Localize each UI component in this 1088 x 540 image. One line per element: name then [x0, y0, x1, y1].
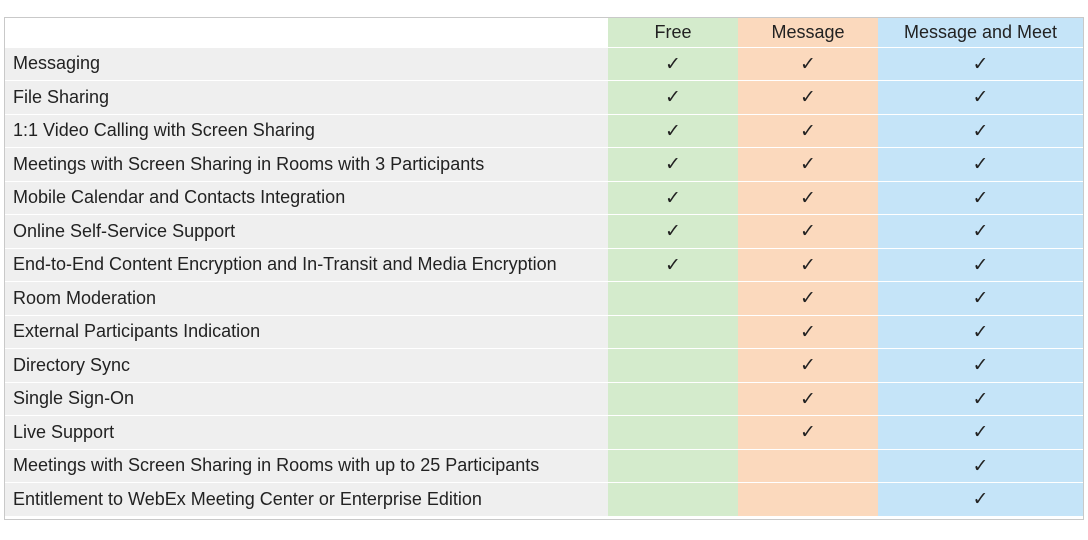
table-row: [5, 483, 1083, 517]
free-plan-check-icon: [608, 382, 738, 416]
message-and-meet-plan-check-icon: ✓: [878, 483, 1083, 517]
table-row: [5, 349, 1083, 383]
message-and-meet-plan-check-icon: ✓: [878, 315, 1083, 349]
free-plan-check-icon: ✓: [608, 47, 738, 81]
message-plan-check-icon: ✓: [738, 215, 878, 249]
message-plan-check-icon: ✓: [738, 315, 878, 349]
message-plan-check-icon: ✓: [738, 148, 878, 182]
feature-name: Mobile Calendar and Contacts Integration: [5, 181, 608, 215]
message-plan-check-icon: [738, 483, 878, 517]
table-row: [5, 282, 1083, 316]
message-plan-check-icon: ✓: [738, 47, 878, 81]
message-plan-check-icon: [738, 449, 878, 483]
feature-name: Meetings with Screen Sharing in Rooms with up to 25 Participants: [5, 449, 608, 483]
free-plan-check-icon: [608, 349, 738, 383]
feature-name: Messaging: [5, 47, 608, 81]
message-plan-check-icon: ✓: [738, 282, 878, 316]
feature-name: Online Self-Service Support: [5, 215, 608, 249]
message-plan-header: Message: [738, 18, 878, 47]
free-plan-check-icon: [608, 315, 738, 349]
message-plan-check-icon: ✓: [738, 349, 878, 383]
free-plan-check-icon: [608, 282, 738, 316]
message-and-meet-plan-check-icon: ✓: [878, 449, 1083, 483]
message-and-meet-plan-check-icon: ✓: [878, 282, 1083, 316]
free-plan-check-icon: ✓: [608, 215, 738, 249]
message-and-meet-plan-check-icon: ✓: [878, 382, 1083, 416]
feature-name: End-to-End Content Encryption and In-Transit and Media Encryption: [5, 248, 608, 282]
feature-column-header: [5, 18, 608, 47]
message-and-meet-plan-check-icon: ✓: [878, 47, 1083, 81]
table-row: [5, 181, 1083, 215]
message-and-meet-plan-check-icon: ✓: [878, 181, 1083, 215]
free-plan-check-icon: ✓: [608, 81, 738, 115]
table-row: [5, 114, 1083, 148]
message-and-meet-plan-check-icon: ✓: [878, 215, 1083, 249]
feature-name: Entitlement to WebEx Meeting Center or Enterprise Edition: [5, 483, 608, 517]
feature-name: Meetings with Screen Sharing in Rooms with 3 Participants: [5, 148, 608, 182]
message-and-meet-plan-check-icon: ✓: [878, 349, 1083, 383]
feature-name: File Sharing: [5, 81, 608, 115]
free-plan-header: Free: [608, 18, 738, 47]
free-plan-check-icon: ✓: [608, 181, 738, 215]
message-plan-check-icon: ✓: [738, 114, 878, 148]
feature-name: 1:1 Video Calling with Screen Sharing: [5, 114, 608, 148]
free-plan-check-icon: [608, 483, 738, 517]
message-and-meet-plan-header: Message and Meet: [878, 18, 1083, 47]
table-row: [5, 215, 1083, 249]
free-plan-check-icon: ✓: [608, 114, 738, 148]
message-plan-check-icon: ✓: [738, 81, 878, 115]
message-plan-check-icon: ✓: [738, 248, 878, 282]
table-header-row: [5, 18, 1083, 47]
table-row: [5, 449, 1083, 483]
message-plan-check-icon: ✓: [738, 181, 878, 215]
free-plan-check-icon: ✓: [608, 148, 738, 182]
message-and-meet-plan-check-icon: ✓: [878, 416, 1083, 450]
free-plan-check-icon: [608, 416, 738, 450]
table-row: [5, 315, 1083, 349]
feature-name: External Participants Indication: [5, 315, 608, 349]
message-and-meet-plan-check-icon: ✓: [878, 248, 1083, 282]
free-plan-check-icon: [608, 449, 738, 483]
message-and-meet-plan-check-icon: ✓: [878, 81, 1083, 115]
feature-name: Live Support: [5, 416, 608, 450]
table-row: [5, 148, 1083, 182]
message-and-meet-plan-check-icon: ✓: [878, 148, 1083, 182]
plan-comparison-table: [5, 18, 1083, 517]
table-row: [5, 416, 1083, 450]
table-body: [5, 47, 1083, 516]
message-plan-check-icon: ✓: [738, 416, 878, 450]
table-row: [5, 382, 1083, 416]
message-plan-check-icon: ✓: [738, 382, 878, 416]
plan-comparison-table-frame: [4, 17, 1084, 520]
table-row: [5, 47, 1083, 81]
feature-name: Directory Sync: [5, 349, 608, 383]
table-row: [5, 248, 1083, 282]
free-plan-check-icon: ✓: [608, 248, 738, 282]
table-row: [5, 81, 1083, 115]
feature-name: Single Sign-On: [5, 382, 608, 416]
message-and-meet-plan-check-icon: ✓: [878, 114, 1083, 148]
feature-name: Room Moderation: [5, 282, 608, 316]
